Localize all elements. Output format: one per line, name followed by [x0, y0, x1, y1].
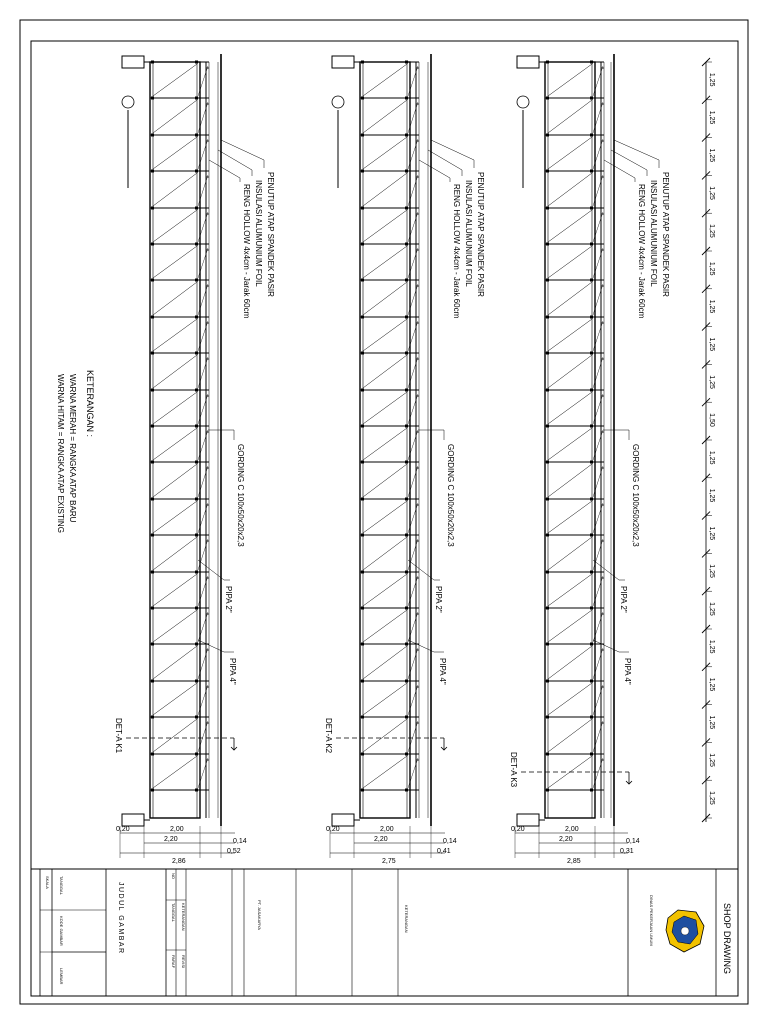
- truss-web-diagonal: [153, 646, 197, 679]
- section-marker-circle: [122, 96, 134, 108]
- joint-node: [405, 571, 408, 574]
- end-plate-bottom: [332, 814, 354, 826]
- joint-node: [590, 607, 593, 610]
- spacing-label: 1,25: [708, 337, 715, 352]
- joint-node: [590, 97, 593, 100]
- dim-220: 2,20: [374, 836, 388, 843]
- joint-node: [151, 425, 154, 428]
- spacing-label: 1,25: [708, 677, 715, 692]
- joint-node: [546, 352, 549, 355]
- leader-spandek: [221, 140, 264, 168]
- sheet-title: SHOP DRAWING: [722, 903, 732, 975]
- joint-node: [405, 243, 408, 246]
- joint-node: [195, 243, 198, 246]
- joint-node: [546, 207, 549, 210]
- label-insulasi: INSULASI ALUMUNIUM FOIL: [649, 180, 658, 287]
- truss-web-diagonal: [153, 574, 197, 606]
- spacing-label: 1,25: [708, 224, 715, 238]
- truss-web-diagonal: [153, 282, 197, 315]
- joint-node: [151, 498, 154, 501]
- joint-node: [405, 789, 408, 792]
- title-block-skala: SKALA: [45, 876, 50, 889]
- title-block-lembar: LEMBAR: [59, 968, 64, 985]
- joint-node: [361, 716, 364, 719]
- leader-reng: [604, 160, 635, 182]
- joint-node: [361, 389, 364, 392]
- leader-insulasi: [218, 150, 252, 176]
- joint-node: [361, 170, 364, 173]
- spacing-label: 1,25: [708, 299, 715, 314]
- truss-web-diagonal: [153, 64, 197, 96]
- truss-web-diagonal: [363, 537, 407, 570]
- label-insulasi: INSULASI ALUMUNIUM FOIL: [254, 180, 263, 287]
- det-label: DET-A K2: [324, 718, 333, 754]
- leader-insulasi: [428, 150, 462, 176]
- dim-total: 2,86: [172, 858, 186, 865]
- joint-node: [590, 279, 593, 282]
- spacing-label: 1,25: [708, 715, 715, 730]
- joint-node: [405, 352, 408, 355]
- regional-emblem-icon: [666, 910, 704, 952]
- truss-web-diagonal: [548, 282, 592, 315]
- end-plate-bottom: [517, 814, 539, 826]
- title-block: [31, 869, 738, 996]
- leader-pipa4: [198, 640, 234, 652]
- dim-220: 2,20: [559, 836, 573, 843]
- truss-web-diagonal: [153, 173, 197, 206]
- truss-web-diagonal: [153, 610, 197, 642]
- joint-node: [195, 97, 198, 100]
- joint-node: [361, 279, 364, 282]
- leader-pipa2: [593, 560, 625, 580]
- section-marker-circle: [517, 96, 529, 108]
- joint-node: [195, 170, 198, 173]
- joint-node: [195, 753, 198, 756]
- joint-node: [546, 425, 549, 428]
- truss-web-diagonal: [153, 464, 197, 497]
- joint-node: [195, 461, 198, 464]
- dim-220: 2,20: [164, 836, 178, 843]
- joint-node: [405, 753, 408, 756]
- label-pipa4: PIPA 4": [438, 658, 447, 685]
- joint-node: [546, 534, 549, 537]
- dim-020: 0,20: [116, 826, 130, 833]
- joint-node: [590, 316, 593, 319]
- truss-web-diagonal: [548, 574, 592, 606]
- joint-node: [405, 279, 408, 282]
- joint-node: [546, 716, 549, 719]
- dim-end: 0,41: [437, 848, 451, 855]
- joint-node: [195, 389, 198, 392]
- truss-web-diagonal: [363, 173, 407, 206]
- truss-web-diagonal: [548, 428, 592, 460]
- joint-node: [195, 134, 198, 137]
- joint-node: [590, 425, 593, 428]
- end-plate-bottom: [122, 814, 144, 826]
- joint-node: [590, 389, 593, 392]
- truss-web-diagonal: [153, 246, 197, 278]
- joint-node: [361, 789, 364, 792]
- truss-web-diagonal: [363, 355, 407, 388]
- joint-node: [546, 389, 549, 392]
- legend-line-1: WARNA MERAH = RANGKA ATAP BARU: [68, 374, 77, 523]
- joint-node: [361, 534, 364, 537]
- leader-gording: [603, 430, 629, 440]
- leader-pipa2: [198, 560, 230, 580]
- joint-node: [590, 352, 593, 355]
- truss-web-diagonal: [363, 319, 407, 351]
- spacing-label: 1,25: [708, 526, 715, 541]
- truss-web-diagonal: [153, 683, 197, 715]
- joint-node: [361, 134, 364, 137]
- title-block-tanggal-small: TANGGAL: [171, 903, 176, 922]
- truss-k3: [509, 54, 670, 865]
- joint-node: [361, 61, 364, 64]
- joint-node: [590, 643, 593, 646]
- joint-node: [405, 61, 408, 64]
- joint-node: [151, 753, 154, 756]
- joint-node: [546, 643, 549, 646]
- joint-node: [151, 716, 154, 719]
- label-spandek: PENUTUP ATAP SPANDEK PASIR: [266, 172, 275, 297]
- truss-web-diagonal: [363, 574, 407, 606]
- joint-node: [361, 97, 364, 100]
- dim-014: 0,14: [233, 838, 247, 845]
- truss-web-diagonal: [363, 137, 407, 169]
- label-pipa2: PIPA 2": [434, 586, 443, 613]
- spacing-label: 1,25: [708, 261, 715, 276]
- joint-node: [361, 571, 364, 574]
- truss-web-diagonal: [548, 392, 592, 424]
- joint-node: [361, 498, 364, 501]
- truss-web-diagonal: [548, 137, 592, 169]
- joint-node: [151, 352, 154, 355]
- truss-group: [114, 54, 670, 865]
- truss-web-diagonal: [153, 501, 197, 533]
- spacing-label: 1,25: [708, 72, 715, 87]
- joint-node: [151, 207, 154, 210]
- truss-web-diagonal: [363, 246, 407, 278]
- joint-node: [195, 680, 198, 683]
- dim-020: 0,20: [326, 826, 340, 833]
- truss-web-diagonal: [153, 100, 197, 133]
- joint-node: [590, 753, 593, 756]
- joint-node: [151, 571, 154, 574]
- joint-node: [405, 498, 408, 501]
- spacing-label: 1,25: [708, 450, 715, 465]
- title-block-keterangan-small: KETERANGAN: [181, 903, 186, 931]
- spacing-label: 1,25: [708, 488, 715, 503]
- label-gording: GORDING C 100x50x20x2,3: [631, 444, 640, 547]
- joint-node: [546, 97, 549, 100]
- joint-node: [195, 534, 198, 537]
- label-pipa4: PIPA 4": [228, 658, 237, 685]
- truss-web-diagonal: [548, 319, 592, 351]
- label-spandek: PENUTUP ATAP SPANDEK PASIR: [476, 172, 485, 297]
- joint-node: [151, 643, 154, 646]
- joint-node: [590, 134, 593, 137]
- title-block-revisi: REVISI: [181, 955, 186, 969]
- det-label: DET-A K1: [114, 718, 123, 754]
- joint-node: [195, 316, 198, 319]
- joint-node: [361, 643, 364, 646]
- joint-node: [151, 534, 154, 537]
- joint-node: [590, 534, 593, 537]
- truss-web-diagonal: [153, 137, 197, 169]
- joint-node: [405, 534, 408, 537]
- truss-web-diagonal: [548, 683, 592, 715]
- end-plate-top: [332, 56, 354, 68]
- joint-node: [546, 607, 549, 610]
- truss-web-diagonal: [548, 100, 592, 133]
- legend: [56, 370, 95, 533]
- leader-pipa2: [408, 560, 440, 580]
- truss-web-diagonal: [363, 64, 407, 96]
- spacing-label: 1,50: [708, 413, 715, 427]
- truss-web-diagonal: [363, 646, 407, 679]
- spacing-label: 1,25: [708, 791, 715, 805]
- dim-200: 2,00: [565, 826, 579, 833]
- leader-spandek: [614, 140, 659, 168]
- joint-node: [405, 207, 408, 210]
- title-block-company: PT. JASAKARYA: [257, 900, 262, 931]
- joint-node: [195, 498, 198, 501]
- spacing-label: 1,25: [708, 602, 715, 616]
- joint-node: [546, 170, 549, 173]
- joint-node: [195, 571, 198, 574]
- joint-node: [590, 61, 593, 64]
- joint-node: [405, 316, 408, 319]
- joint-node: [361, 461, 364, 464]
- joint-node: [361, 243, 364, 246]
- truss-web-diagonal: [548, 719, 592, 752]
- joint-node: [405, 170, 408, 173]
- truss-web-diagonal: [363, 719, 407, 752]
- dim-200: 2,00: [380, 826, 394, 833]
- joint-node: [546, 753, 549, 756]
- truss-web-diagonal: [548, 355, 592, 388]
- label-gording: GORDING C 100x50x20x2,3: [236, 444, 245, 547]
- joint-node: [361, 607, 364, 610]
- joint-node: [195, 716, 198, 719]
- joint-node: [590, 716, 593, 719]
- joint-node: [405, 461, 408, 464]
- joint-node: [151, 61, 154, 64]
- truss-web-diagonal: [363, 210, 407, 242]
- dim-end: 0,31: [620, 848, 634, 855]
- dim-200: 2,00: [170, 826, 184, 833]
- spacing-label: 1,25: [708, 639, 715, 654]
- joint-node: [195, 425, 198, 428]
- joint-node: [546, 498, 549, 501]
- leader-pipa4: [408, 640, 444, 652]
- dim-014: 0,14: [626, 838, 640, 845]
- truss-web-diagonal: [153, 355, 197, 388]
- truss-web-diagonal: [548, 173, 592, 206]
- title-block-agency: DINAS PEKERJAAN UMUM: [649, 895, 654, 946]
- joint-node: [361, 680, 364, 683]
- truss-web-diagonal: [363, 683, 407, 715]
- truss-web-diagonal: [548, 610, 592, 642]
- spacing-label: 1,25: [708, 564, 715, 578]
- label-gording: GORDING C 100x50x20x2,3: [446, 444, 455, 547]
- truss-web-diagonal: [363, 501, 407, 533]
- truss-web-diagonal: [548, 210, 592, 242]
- joint-node: [405, 643, 408, 646]
- spacing-label: 1,25: [708, 375, 715, 389]
- joint-node: [151, 97, 154, 100]
- joint-node: [405, 607, 408, 610]
- joint-node: [195, 207, 198, 210]
- joint-node: [151, 680, 154, 683]
- label-pipa2: PIPA 2": [224, 586, 233, 613]
- end-plate-top: [122, 56, 144, 68]
- truss-web-diagonal: [548, 646, 592, 679]
- leader-insulasi: [611, 150, 647, 176]
- joint-node: [590, 461, 593, 464]
- joint-node: [546, 61, 549, 64]
- dim-020: 0,20: [511, 826, 525, 833]
- joint-node: [405, 425, 408, 428]
- truss-web-diagonal: [153, 428, 197, 460]
- joint-node: [546, 316, 549, 319]
- joint-node: [546, 571, 549, 574]
- joint-node: [546, 789, 549, 792]
- joint-node: [590, 680, 593, 683]
- end-plate-top: [517, 56, 539, 68]
- joint-node: [195, 607, 198, 610]
- truss-web-diagonal: [363, 100, 407, 133]
- joint-node: [590, 571, 593, 574]
- truss-web-diagonal: [548, 464, 592, 497]
- joint-node: [361, 316, 364, 319]
- joint-node: [361, 352, 364, 355]
- joint-node: [195, 643, 198, 646]
- joint-node: [405, 680, 408, 683]
- spacing-label: 1,25: [708, 110, 715, 125]
- joint-node: [405, 389, 408, 392]
- truss-web-diagonal: [153, 392, 197, 424]
- joint-node: [361, 753, 364, 756]
- truss-web-diagonal: [363, 282, 407, 315]
- det-label: DET-A K3: [509, 752, 518, 788]
- truss-web-diagonal: [363, 756, 407, 788]
- spacing-label: 1,25: [708, 753, 715, 767]
- truss-web-diagonal: [363, 464, 407, 497]
- joint-node: [151, 170, 154, 173]
- dim-014: 0,14: [443, 838, 457, 845]
- joint-node: [405, 134, 408, 137]
- joint-node: [151, 607, 154, 610]
- joint-node: [151, 279, 154, 282]
- joint-node: [546, 279, 549, 282]
- joint-node: [361, 425, 364, 428]
- truss-web-diagonal: [153, 210, 197, 242]
- truss-web-diagonal: [548, 246, 592, 278]
- joint-node: [590, 170, 593, 173]
- joint-node: [195, 61, 198, 64]
- joint-node: [361, 207, 364, 210]
- truss-web-diagonal: [363, 428, 407, 460]
- joint-node: [590, 789, 593, 792]
- dim-total: 2,85: [567, 858, 581, 865]
- spacing-label: 1,25: [708, 186, 715, 200]
- truss-web-diagonal: [548, 501, 592, 533]
- title-block-no: NO: [171, 873, 176, 879]
- spacing-label: 1,25: [708, 148, 715, 163]
- truss-web-diagonal: [153, 537, 197, 570]
- joint-node: [195, 352, 198, 355]
- dim-total: 2,75: [382, 858, 396, 865]
- title-block-keterangan: KETERANGAN: [404, 905, 409, 933]
- label-pipa4: PIPA 4": [623, 658, 632, 685]
- leader-reng: [419, 160, 450, 182]
- joint-node: [590, 243, 593, 246]
- label-spandek: PENUTUP ATAP SPANDEK PASIR: [661, 172, 670, 297]
- truss-web-diagonal: [153, 719, 197, 752]
- joint-node: [151, 389, 154, 392]
- truss-web-diagonal: [548, 64, 592, 96]
- truss-k1: [114, 54, 275, 865]
- joint-node: [546, 461, 549, 464]
- joint-node: [405, 716, 408, 719]
- truss-k2: [324, 54, 485, 865]
- joint-node: [546, 243, 549, 246]
- label-reng: RENG HOLLOW 4x4cm - Jarak 60cm: [452, 184, 461, 319]
- leader-spandek: [431, 140, 474, 168]
- joint-node: [151, 789, 154, 792]
- truss-web-diagonal: [153, 319, 197, 351]
- spacing-dimension-line: [702, 58, 715, 822]
- legend-line-2: WARNA HITAM = RANGKA ATAP EXISTING: [56, 374, 65, 533]
- joint-node: [546, 134, 549, 137]
- dim-end: 0,52: [227, 848, 241, 855]
- joint-node: [151, 461, 154, 464]
- label-reng: RENG HOLLOW 4x4cm - Jarak 60cm: [637, 184, 646, 319]
- truss-web-diagonal: [363, 610, 407, 642]
- label-reng: RENG HOLLOW 4x4cm - Jarak 60cm: [242, 184, 251, 319]
- title-block-judul: JUDUL GAMBAR: [117, 882, 124, 955]
- leader-reng: [209, 160, 240, 182]
- truss-web-diagonal: [548, 537, 592, 570]
- truss-outline: [150, 62, 200, 818]
- label-pipa2: PIPA 2": [619, 586, 628, 613]
- joint-node: [405, 97, 408, 100]
- joint-node: [195, 279, 198, 282]
- joint-node: [151, 134, 154, 137]
- joint-node: [151, 316, 154, 319]
- title-block-paraf: PARAF: [171, 955, 176, 969]
- label-insulasi: INSULASI ALUMUNIUM FOIL: [464, 180, 473, 287]
- legend-title: KETERANGAN :: [85, 370, 95, 438]
- truss-outline: [360, 62, 410, 818]
- joint-node: [151, 243, 154, 246]
- title-block-kode: KODE GAMBAR: [59, 916, 64, 946]
- truss-web-diagonal: [153, 756, 197, 788]
- joint-node: [590, 207, 593, 210]
- joint-node: [195, 789, 198, 792]
- joint-node: [546, 680, 549, 683]
- section-marker-circle: [332, 96, 344, 108]
- joint-node: [590, 498, 593, 501]
- title-block-tanggal: TANGGAL: [59, 876, 64, 895]
- truss-outline: [545, 62, 595, 818]
- truss-web-diagonal: [363, 392, 407, 424]
